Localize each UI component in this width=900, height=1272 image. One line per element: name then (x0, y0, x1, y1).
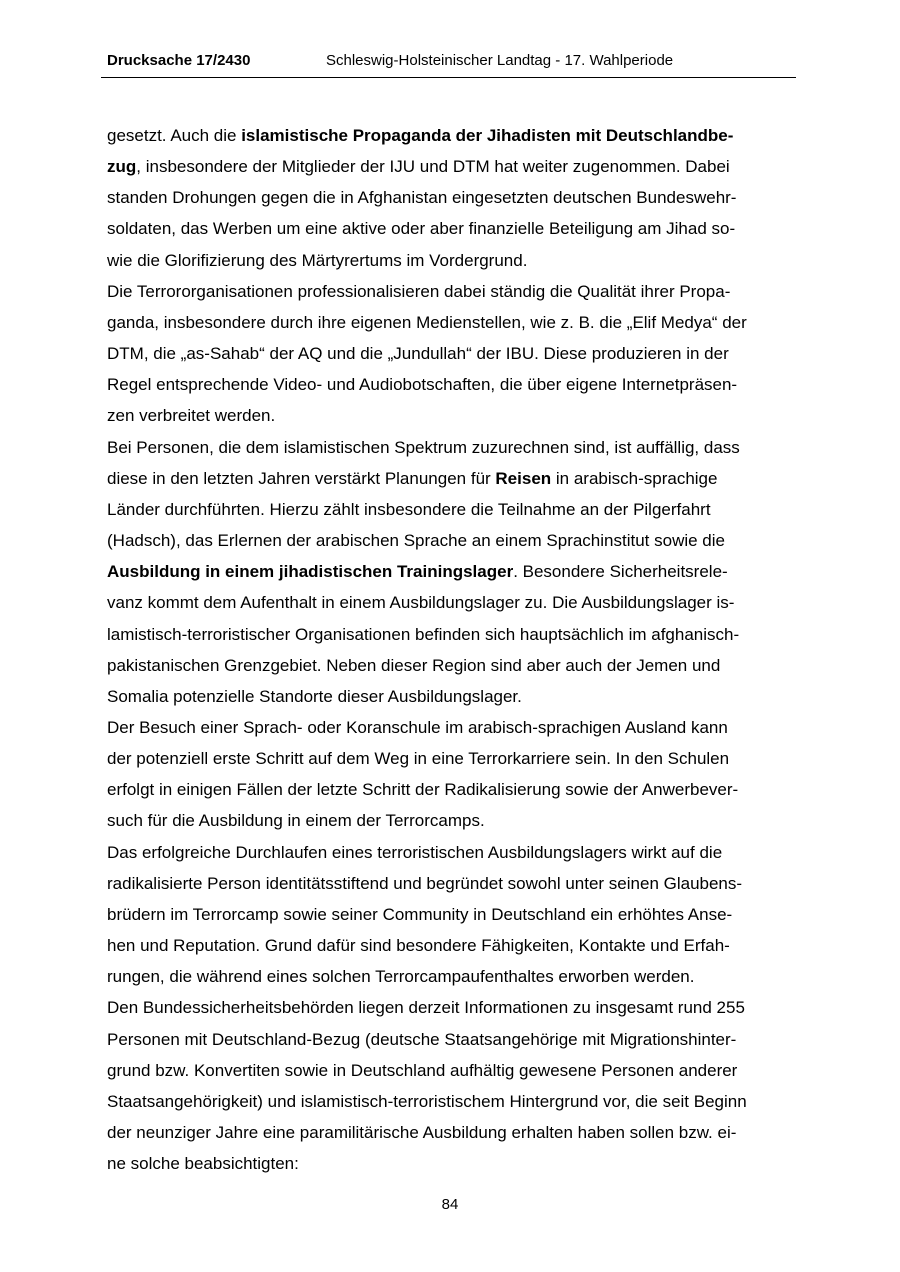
text-run: Bei Personen, die dem islamistischen Spektrum zuzurechnen sind, ist auffällig, dass diese in den letzten Jahren verstärkt Planungen für (107, 437, 740, 488)
paragraph (107, 120, 797, 276)
page-number: 84 (441, 1196, 459, 1213)
paragraph (107, 837, 797, 993)
paragraph (107, 992, 797, 1179)
page-header (101, 52, 796, 78)
header-title: Schleswig-Holsteinischer Landtag - 17. Wahlperiode (326, 52, 674, 69)
text-run: Das erfolgreiche Durchlaufen eines terroristischen Ausbildungslagers wirkt auf die radikalisierte Person identitätsstiftend und begründet sowohl unter seinen Glaubens- brüdern im Terrorcamp sowie seiner Community in Deutschland ein erhöhtes Anse- hen und Reputation. Grund dafür sind besondere Fähigkeiten, Kontakte und Erfah- rungen, die während eines solchen Terrorcampaufenthaltes erworben werden. (107, 842, 743, 987)
text-run: Die Terrororganisationen professionalisieren dabei ständig die Qualität ihrer Propa- ganda, insbesondere durch ihre eigenen Medienstellen, wie z. B. die „Elif Medya“ der DTM, die „as-Sahab“ der AQ und die „Jundullah“ der IBU. Diese produzieren in der Regel entsprechende Video- und Audiobotschaften, die über eigene Internetpräsen- zen verbreitet werden. (107, 281, 747, 426)
doc-number: Drucksache 17/2430 (107, 52, 251, 69)
text-run: . Besondere Sicherheitsrele- vanz kommt dem Aufenthalt in einem Ausbildungslager zu. Die Ausbildungslager is- lamistisch-terroristischer Organisationen befinden sich hauptsächlich im afghanisch- pakistanischen Grenzgebiet. Neben dieser Region sind aber auch der Jemen und Somalia potenzielle Standorte dieser Ausbildungslager. (107, 562, 740, 706)
body-text (107, 120, 797, 1179)
paragraph (107, 712, 797, 837)
text-run: Der Besuch einer Sprach- oder Koranschule im arabisch-sprachigen Ausland kann der potenziell erste Schritt auf dem Weg in eine Terrorkarriere sein. In den Schulen erfolgt in einigen Fällen der letzte Schritt der Radikalisierung sowie der Anwerbever- such für die Ausbildung in einem der Terrorcamps. (107, 717, 739, 831)
text-run: in arabisch-sprachige Länder durchführten. Hierzu zählt insbesondere die Teilnahme an der Pilgerfahrt (Hadsch), das Erlernen der arabischen Sprache an einem Sprachinstitut sowie die (107, 468, 725, 551)
text-run: gesetzt. Auch die (107, 126, 242, 145)
text-run: , insbesondere der Mitglieder der IJU und DTM hat weiter zugenommen. Dabei standen Drohungen gegen die in Afghanistan eingesetzten deutschen Bundeswehr- soldaten, das Werben um eine aktive oder aber finanzielle Beteiligung am Jihad so- wie die Glorifizierung des Märtyrertums im Vordergrund. (107, 157, 737, 270)
paragraph (107, 276, 797, 432)
bold-run: Ausbildung in einem jihadistischen Trainingslager (107, 562, 514, 582)
text-run: Den Bundessicherheitsbehörden liegen derzeit Informationen zu insgesamt rund 255 Personen mit Deutschland-Bezug (deutsche Staatsangehörige mit Migrationshinter- grund bzw. Konvertiten sowie in Deutschland aufhältig gewesene Personen anderer Staatsangehörigkeit) und islamistisch-terroristischem Hintergrund vor, die seit Beginn der neunziger Jahre eine paramilitärische Ausbildung erhalten haben sollen bzw. ei- ne solche beabsichtigten: (107, 998, 747, 1174)
bold-run: Reisen (495, 468, 552, 488)
bold-run: islamistische Propaganda der Jihadisten mit Deutschlandbe- zug (107, 126, 734, 177)
paragraph (107, 432, 797, 712)
